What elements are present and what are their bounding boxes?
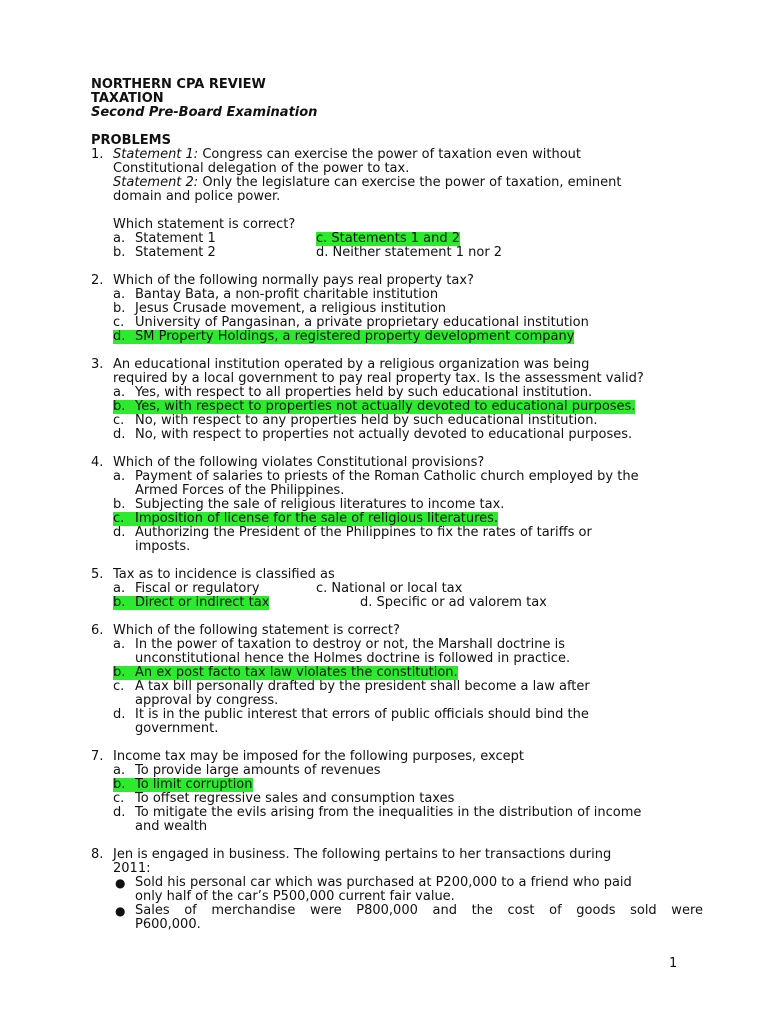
option-letter: d. <box>113 707 126 722</box>
option-a: Yes, with respect to all properties held by such educational institution. <box>135 385 593 400</box>
option-b: Jesus Crusade movement, a religious institution <box>135 301 447 316</box>
option-c: To offset regressive sales and consumption taxes <box>135 791 455 806</box>
option-d-cont: and wealth <box>135 819 208 834</box>
option-letter: d. <box>113 805 126 820</box>
option-d-cont: imposts. <box>135 539 191 554</box>
bullet-icon: ● <box>115 904 126 918</box>
exam-page <box>91 77 703 932</box>
bullet-icon: ● <box>115 876 126 890</box>
option-letter: d. <box>113 525 126 540</box>
option-b-answer: Direct or indirect tax <box>135 595 270 610</box>
option-d: No, with respect to properties not actually devoted to educational purposes. <box>135 427 633 442</box>
option-letter: c. <box>113 512 135 526</box>
transaction-2: Sales of merchandise were P800,000 and the cost of goods sold were <box>135 903 703 918</box>
org-name: NORTHERN CPA REVIEW <box>91 77 266 92</box>
option-letter: b. <box>113 666 135 680</box>
option-a: To provide large amounts of revenues <box>135 763 381 778</box>
question-number: 7. <box>91 749 104 764</box>
option-letter: b. <box>113 301 126 316</box>
question-1 <box>91 148 681 162</box>
question-number: 1. <box>91 147 104 162</box>
option-c: University of Pangasinan, a private proprietary educational institution <box>135 315 589 330</box>
statement-2-label: Statement 2: <box>113 175 199 190</box>
option-a-cont: Armed Forces of the Philippines. <box>135 483 345 498</box>
transaction-1: Sold his personal car which was purchased at P200,000 to a friend who paid <box>135 875 632 890</box>
subject-title: TAXATION <box>91 91 164 106</box>
option-d: It is in the public interest that errors of public officials should bind the <box>135 707 589 722</box>
statement-1-cont: Constitutional delegation of the power to tax. <box>113 161 410 176</box>
option-letter: a. <box>113 763 126 778</box>
question-4-stem: Which of the following violates Constitutional provisions? <box>113 455 485 470</box>
transaction-1-cont: only half of the car’s P500,000 current fair value. <box>135 889 455 904</box>
option-c-answer: Imposition of license for the sale of religious literatures. <box>135 511 499 526</box>
option-letter: a. <box>113 581 126 596</box>
question-2-stem: Which of the following normally pays real property tax? <box>113 273 474 288</box>
page-number: 1 <box>669 956 678 971</box>
question-number: 3. <box>91 357 104 372</box>
question-number: 5. <box>91 567 104 582</box>
option-letter: a. <box>113 231 126 246</box>
question-number: 4. <box>91 455 104 470</box>
option-letter: b. <box>113 778 135 792</box>
question-number: 2. <box>91 273 104 288</box>
option-letter: b. <box>113 245 126 260</box>
option-a: Fiscal or regulatory <box>135 581 260 596</box>
question-7-stem: Income tax may be imposed for the following purposes, except <box>113 749 524 764</box>
option-b-answer: Yes, with respect to properties not actually devoted to educational purposes. <box>135 399 636 414</box>
option-b: Subjecting the sale of religious literatures to income tax. <box>135 497 505 512</box>
option-b-answer: An ex post facto tax law violates the constitution. <box>135 665 458 680</box>
option-letter: a. <box>113 385 126 400</box>
option-letter: c. <box>113 413 125 428</box>
option-letter: c. <box>113 791 125 806</box>
statement-2 <box>113 176 681 190</box>
option-a: Payment of salaries to priests of the Roman Catholic church employed by the <box>135 469 639 484</box>
transaction-2-cont: P600,000. <box>135 917 201 932</box>
option-letter: b. <box>113 497 126 512</box>
question-number: 8. <box>91 847 104 862</box>
question-3-stem-cont: required by a local government to pay real property tax. Is the assessment valid? <box>113 371 644 386</box>
option-letter: a. <box>113 637 126 652</box>
section-title: PROBLEMS <box>91 133 171 148</box>
exam-title: Second Pre-Board Examination <box>91 105 318 120</box>
statement-2-cont: domain and police power. <box>113 189 281 204</box>
option-a: Statement 1 <box>135 231 216 246</box>
statement-1-text: Congress can exercise the power of taxation even without <box>198 147 581 162</box>
option-a: In the power of taxation to destroy or not, the Marshall doctrine is <box>135 637 566 652</box>
question-1-prompt: Which statement is correct? <box>113 217 296 232</box>
option-a: Bantay Bata, a non-profit charitable institution <box>135 287 439 302</box>
question-number: 6. <box>91 623 104 638</box>
option-letter: a. <box>113 287 126 302</box>
option-d: To mitigate the evils arising from the inequalities in the distribution of income <box>135 805 642 820</box>
option-c-cont: approval by congress. <box>135 693 279 708</box>
option-c: c. National or local tax <box>316 581 463 596</box>
question-8-stem: Jen is engaged in business. The following pertains to her transactions during <box>113 847 612 862</box>
option-letter: b. <box>113 596 135 610</box>
question-8-stem-cont: 2011: <box>113 861 151 876</box>
option-c-answer: c. Statements 1 and 2 <box>316 231 460 246</box>
option-letter: c. <box>113 679 125 694</box>
option-d: d. Neither statement 1 nor 2 <box>316 245 503 260</box>
option-d: Authorizing the President of the Philippines to fix the rates of tariffs or <box>135 525 592 540</box>
statement-2-text: Only the legislature can exercise the power of taxation, eminent <box>198 175 622 190</box>
statement-1-label: Statement 1: <box>113 147 199 162</box>
option-d-cont: government. <box>135 721 219 736</box>
option-c: No, with respect to any properties held by such educational institution. <box>135 413 598 428</box>
option-a-cont: unconstitutional hence the Holmes doctrine is followed in practice. <box>135 651 571 666</box>
option-letter: b. <box>113 400 135 414</box>
option-b: Statement 2 <box>135 245 216 260</box>
option-letter: a. <box>113 469 126 484</box>
option-d-answer: SM Property Holdings, a registered property development company <box>135 329 575 344</box>
option-letter: c. <box>113 315 125 330</box>
option-letter: d. <box>113 427 126 442</box>
option-letter: d. <box>113 330 135 344</box>
question-6-stem: Which of the following statement is correct? <box>113 623 400 638</box>
statement-1 <box>113 148 581 162</box>
option-c: A tax bill personally drafted by the president shall become a law after <box>135 679 590 694</box>
option-d: d. Specific or ad valorem tax <box>360 595 547 610</box>
option-b-answer: To limit corruption <box>135 777 253 792</box>
question-3-stem: An educational institution operated by a religious organization was being <box>113 357 590 372</box>
question-5-stem: Tax as to incidence is classified as <box>113 567 335 582</box>
